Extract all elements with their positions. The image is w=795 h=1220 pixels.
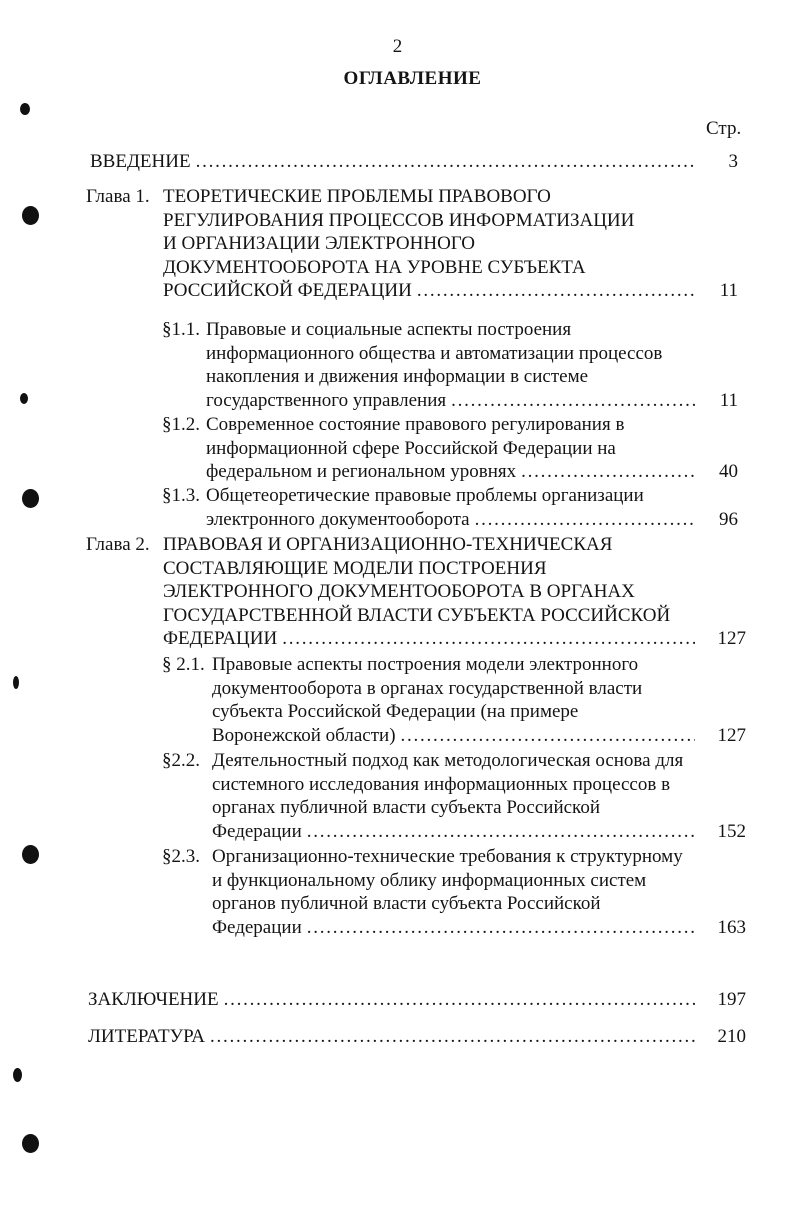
toc-text-line: документооборота в органах государственной власти xyxy=(212,677,643,699)
toc-text-line: Общетеоретические правовые проблемы организации xyxy=(206,485,644,506)
binder-hole-mark xyxy=(20,103,30,115)
dot-leader xyxy=(196,150,695,174)
toc-prefix: Глава 1. xyxy=(86,186,150,207)
toc-text-line: РЕГУЛИРОВАНИЯ ПРОЦЕССОВ ИНФОРМАТИЗАЦИИ xyxy=(163,209,635,231)
toc-text-line: системного исследования информационных процессов в xyxy=(212,773,671,795)
binder-hole-mark xyxy=(22,489,39,508)
dot-leader xyxy=(210,1025,695,1049)
binder-hole-mark xyxy=(13,676,19,689)
toc-text-line: информационного общества и автоматизации процессов xyxy=(206,342,663,364)
toc-entry-literature xyxy=(88,1025,695,1049)
toc-page-number: 11 xyxy=(719,389,738,411)
toc-entry-section-1-3 xyxy=(162,484,695,531)
toc-leader-line xyxy=(163,279,695,303)
toc-page-number: 163 xyxy=(717,916,746,938)
toc-entry-section-1-2 xyxy=(162,413,695,484)
toc-text-line: Воронежской области) xyxy=(212,724,396,746)
toc-leader-line xyxy=(88,988,695,1012)
toc-text-line: ВВЕДЕНИЕ xyxy=(90,151,191,172)
binder-hole-mark xyxy=(22,1134,39,1153)
toc-entry-chapter-2 xyxy=(86,533,695,651)
pages-column-label: Стр. xyxy=(706,118,742,139)
toc-leader-line xyxy=(212,820,695,844)
toc-text-line: органов публичной власти субъекта Российской xyxy=(212,893,601,914)
toc-prefix: §2.2. xyxy=(162,750,200,771)
toc-prefix: §1.1. xyxy=(162,319,200,340)
toc-page-number: 11 xyxy=(719,280,738,301)
toc-text-line: РОССИЙСКОЙ ФЕДЕРАЦИИ xyxy=(163,280,412,301)
toc-leader-line xyxy=(206,460,695,484)
toc-text-line: СОСТАВЛЯЮЩИЕ МОДЕЛИ ПОСТРОЕНИЯ xyxy=(163,557,547,579)
toc-leader-line xyxy=(206,508,695,532)
toc-text-line: ЗАКЛЮЧЕНИЕ xyxy=(88,989,219,1010)
toc-entry-section-2-1 xyxy=(162,653,695,747)
toc-text-line: ФЕДЕРАЦИИ xyxy=(163,628,278,649)
dot-leader xyxy=(451,389,695,413)
toc-entry-intro xyxy=(90,150,695,174)
binder-hole-mark xyxy=(22,845,39,864)
toc-text-line: Правовые и социальные аспекты построения xyxy=(206,319,572,340)
toc-page-number: 127 xyxy=(717,724,746,746)
toc-text-line: ЭЛЕКТРОННОГО ДОКУМЕНТООБОРОТА В ОРГАНАХ xyxy=(163,581,635,602)
binder-hole-mark xyxy=(22,206,39,225)
toc-text-line: И ОРГАНИЗАЦИИ ЭЛЕКТРОННОГО xyxy=(163,233,476,254)
toc-prefix: Глава 2. xyxy=(86,534,150,555)
toc-entry-section-1-1 xyxy=(162,318,695,412)
dot-leader xyxy=(282,627,695,651)
toc-text-line: накопления и движения информации в системе xyxy=(206,366,589,387)
toc-entry-conclusion xyxy=(88,988,695,1012)
toc-text-line: электронного документооборота xyxy=(206,508,470,530)
toc-page-number: 127 xyxy=(717,628,746,649)
toc-text-line: государственного управления xyxy=(206,389,447,411)
toc-text-line: ГОСУДАРСТВЕННОЙ ВЛАСТИ СУБЪЕКТА РОССИЙСКОЙ xyxy=(163,604,671,626)
page-number: 2 xyxy=(392,36,403,57)
toc-page-number: 210 xyxy=(717,1026,746,1047)
toc-text-line: ТЕОРЕТИЧЕСКИЕ ПРОБЛЕМЫ ПРАВОВОГО xyxy=(163,186,551,207)
toc-text-line: федеральном и региональном уровнях xyxy=(206,461,517,482)
toc-entry-chapter-1 xyxy=(86,185,695,303)
toc-page-number: 197 xyxy=(717,989,746,1010)
toc-leader-line xyxy=(212,916,695,940)
toc-leader-line xyxy=(206,389,695,413)
toc-text-line: Организационно-технические требования к структурному xyxy=(212,846,683,867)
toc-page-number: 152 xyxy=(717,820,746,842)
dot-leader xyxy=(307,820,695,844)
toc-leader-line xyxy=(88,1025,695,1049)
toc-page-number: 3 xyxy=(728,151,738,172)
toc-prefix: §2.3. xyxy=(162,846,200,867)
toc-text-line: Деятельностный подход как методологическая основа для xyxy=(212,750,684,771)
dot-leader xyxy=(475,508,695,532)
binder-hole-mark xyxy=(20,393,28,404)
toc-text-line: ДОКУМЕНТООБОРОТА НА УРОВНЕ СУБЪЕКТА xyxy=(163,256,586,278)
toc-leader-line xyxy=(90,150,695,174)
dot-leader xyxy=(401,724,695,748)
toc-text-line: Федерации xyxy=(212,820,302,842)
toc-page-number: 96 xyxy=(719,508,738,530)
toc-entry-section-2-3 xyxy=(162,845,695,939)
toc-text-line: органах публичной власти субъекта Российской xyxy=(212,797,600,818)
page-title: ОГЛАВЛЕНИЕ xyxy=(343,68,482,89)
toc-page-number: 40 xyxy=(719,461,738,482)
toc-text-line: субъекта Российской Федерации (на примере xyxy=(212,701,579,722)
toc-text-line: ПРАВОВАЯ И ОРГАНИЗАЦИОННО-ТЕХНИЧЕСКАЯ xyxy=(163,534,613,555)
toc-text-line: и функциональному облику информационных систем xyxy=(212,869,647,891)
dot-leader xyxy=(417,279,695,303)
toc-prefix: §1.3. xyxy=(162,485,200,506)
toc-leader-line xyxy=(212,724,695,748)
toc-text-line: информационной сфере Российской Федерации на xyxy=(206,437,616,459)
toc-prefix: § 2.1. xyxy=(162,654,205,675)
toc-text-line: Современное состояние правового регулирования в xyxy=(206,414,625,435)
dot-leader xyxy=(224,988,695,1012)
binder-hole-mark xyxy=(13,1068,22,1082)
toc-text-line: Федерации xyxy=(212,916,302,938)
toc-entry-section-2-2 xyxy=(162,749,695,843)
toc-text-line: Правовые аспекты построения модели электронного xyxy=(212,654,639,675)
dot-leader xyxy=(307,916,695,940)
toc-leader-line xyxy=(163,627,695,651)
toc-text-line: ЛИТЕРАТУРА xyxy=(88,1026,205,1047)
toc-prefix: §1.2. xyxy=(162,414,200,435)
dot-leader xyxy=(521,460,695,484)
